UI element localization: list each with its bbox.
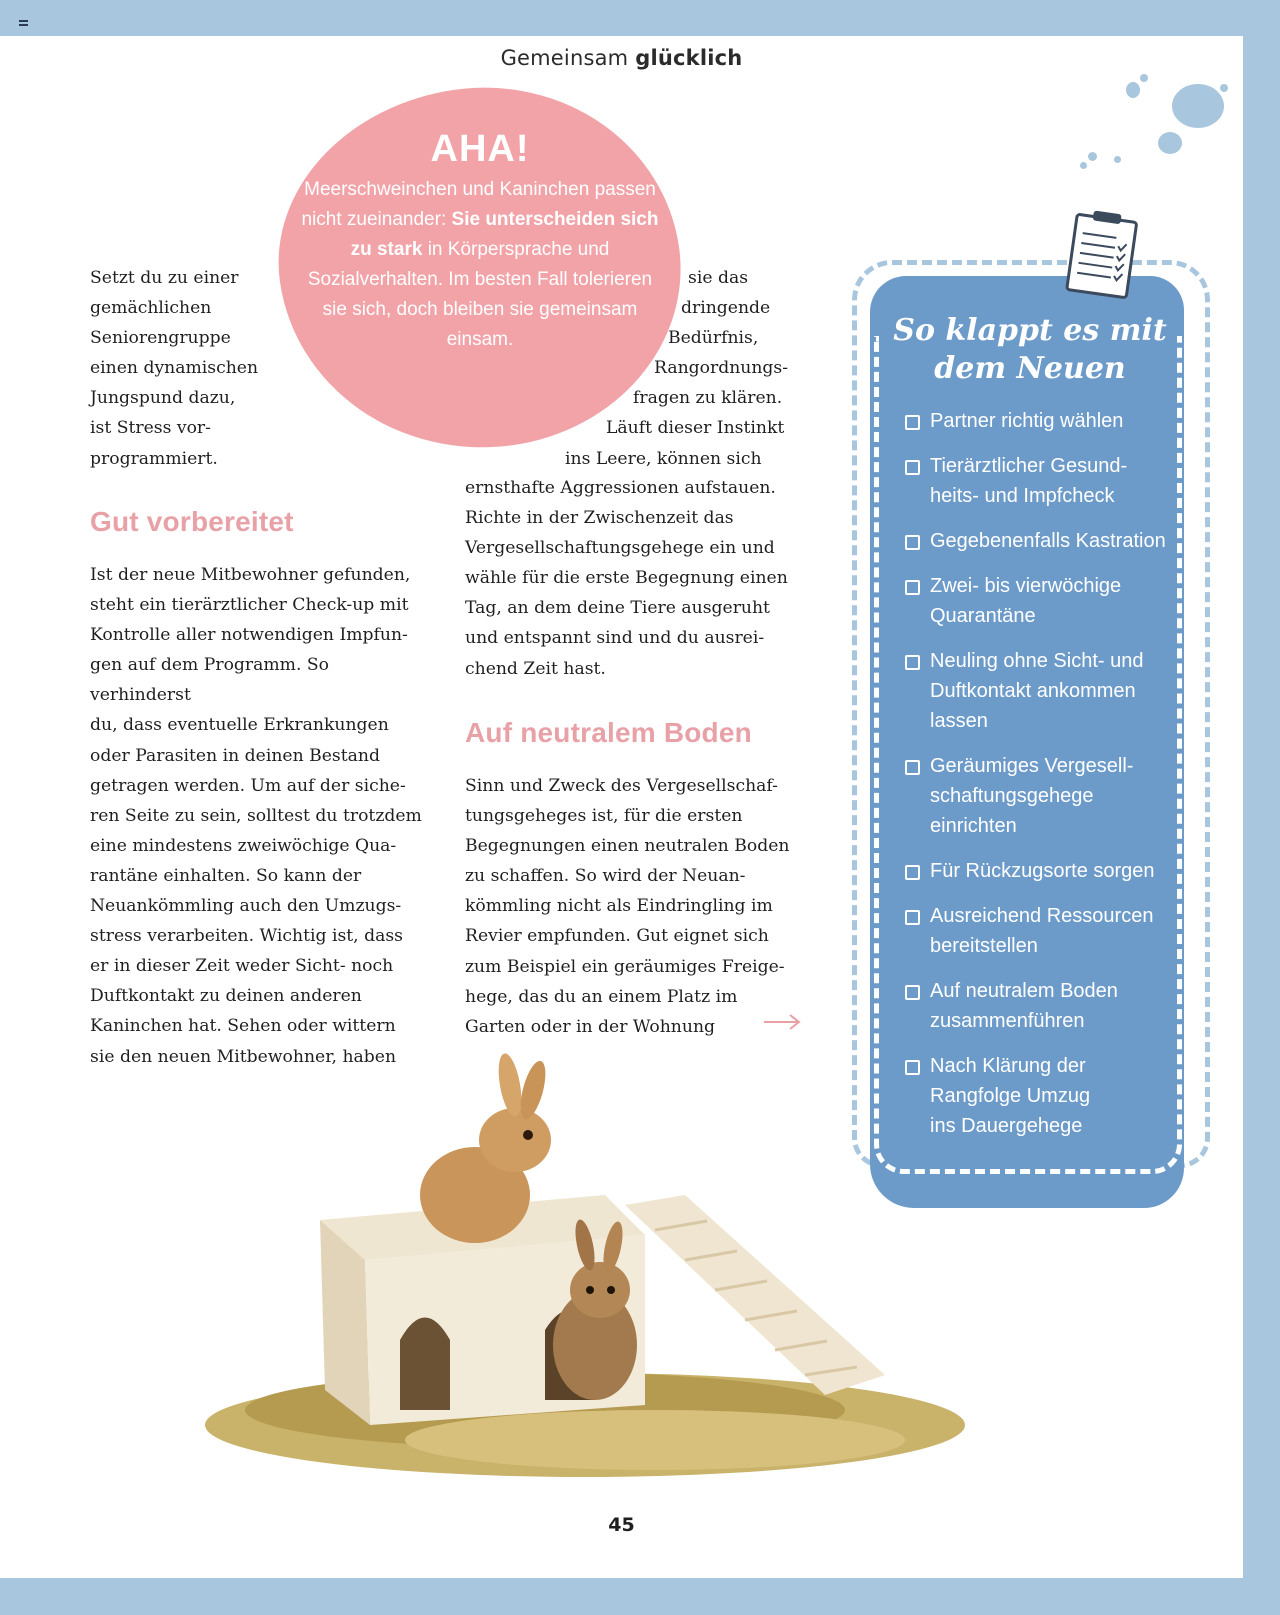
checkbox-icon[interactable] [905, 985, 920, 1000]
text-line: ins Leere, können sich [565, 448, 762, 469]
text-line: zum Beispiel ein geräumiges Freige- [465, 956, 785, 977]
checklist-item [905, 751, 1175, 841]
checklist-item-line: Nach Klärung der [930, 1055, 1086, 1077]
text-line: und entspannt sind und du ausrei- [465, 628, 765, 649]
text-line: Ist der neue Mitbewohner gefunden, [90, 565, 411, 585]
text-line: chend Zeit hast. [465, 658, 606, 679]
text-line: Tag, an dem deine Tiere ausgeruht [465, 598, 770, 619]
checklist-item-line: Auf neutralem Boden [930, 980, 1118, 1002]
text-line: Kontrolle aller notwendigen Impfun- [90, 625, 408, 646]
text-line: hege, das du an einem Platz im [465, 986, 738, 1007]
text-line: dringende [681, 298, 771, 319]
checklist-item-line: zusammenführen [930, 1010, 1085, 1032]
text-line: Vergesellschaftungsgehege ein und [465, 538, 775, 559]
text-line: steht ein tierärztlicher Check-up mit [90, 595, 409, 616]
section1-text [90, 560, 435, 1072]
checklist-item [905, 646, 1175, 736]
checklist-item [905, 451, 1175, 511]
aha-text-bold: Sie unterscheiden sich zu stark [350, 209, 659, 260]
checklist-item [905, 901, 1175, 961]
text-line: er in dieser Zeit weder Sicht- noch [90, 956, 394, 977]
column2-top [465, 473, 805, 684]
checklist-item [905, 571, 1175, 631]
text-line: fragen zu klären. [633, 388, 783, 409]
checklist-item-line: Tierärztlicher Gesund- [930, 455, 1128, 477]
header-title-bold: glücklich [635, 46, 743, 70]
text-line: Seniorengruppe [90, 328, 231, 349]
checkbox-icon[interactable] [905, 655, 920, 670]
checklist-item-line: Zwei- bis vierwöchige [930, 575, 1122, 597]
text-line: eine mindestens zweiwöchige Qua- [90, 835, 397, 856]
checklist-title-line: So klappt es mit [893, 313, 1167, 348]
checklist-item-line: schaftungsgehege [930, 785, 1094, 807]
checklist-item-line: Gegebenenfalls Kastration [930, 530, 1166, 552]
arrow-right-icon [762, 1012, 802, 1032]
text-line: Sinn und Zweck des Vergesellschaf- [465, 776, 778, 796]
text-line: Rangordnungs- [654, 358, 789, 379]
text-line: Läuft dieser Instinkt [606, 418, 785, 439]
text-line: Garten oder in der Wohnung [465, 1016, 716, 1037]
text-line: Bedürfnis, [668, 328, 759, 349]
section-heading-auf-neutralem-boden: Auf neutralem Boden [465, 717, 752, 748]
text-line: getragen werden. Um auf der siche- [90, 775, 406, 796]
decorative-dots [1080, 74, 1243, 184]
text-line: zu schaffen. So wird der Neuan- [465, 866, 746, 887]
text-line: Richte in der Zwischenzeit das [465, 508, 734, 529]
checkbox-icon[interactable] [905, 415, 920, 430]
checklist-item-line: lassen [930, 710, 988, 732]
text-line: Neuankömmling auch den Umzugs- [90, 896, 402, 917]
text-line: rantäne einhalten. So kann der [90, 865, 362, 886]
checklist-items [905, 406, 1175, 1141]
text-line: einen dynamischen [90, 358, 259, 379]
section2-text [465, 771, 810, 1042]
text-line: gemächlichen [90, 298, 212, 319]
checklist-title-line: dem Neuen [934, 351, 1126, 386]
text-line: ist Stress vor- [90, 418, 211, 439]
checklist-item-line: Duftkontakt ankommen [930, 680, 1136, 702]
header-title-regular: Gemeinsam [500, 46, 629, 70]
text-line: sie das [688, 268, 749, 288]
text-line: programmiert. [90, 448, 218, 469]
clipboard-icon [1062, 208, 1142, 300]
menu-icon[interactable] [19, 20, 28, 26]
text-line: Jungspund dazu, [90, 388, 236, 409]
text-line: Kaninchen hat. Sehen oder wittern [90, 1016, 396, 1037]
checkbox-icon[interactable] [905, 865, 920, 880]
text-line: Revier empfunden. Gut eignet sich [465, 926, 769, 947]
text-line: sie den neuen Mitbewohner, haben [90, 1046, 397, 1067]
text-line: wähle für die erste Begegnung einen [465, 568, 788, 589]
checklist-item-line: Für Rückzugsorte sorgen [930, 860, 1155, 882]
rabbits-photo [185, 1045, 1005, 1495]
checklist-title [875, 312, 1185, 388]
text-line: stress verarbeiten. Wichtig ist, dass [90, 926, 403, 947]
page-number: 45 [608, 1514, 635, 1536]
checklist-item-line: Rangfolge Umzug [930, 1085, 1091, 1107]
checklist-item-line: Geräumiges Vergesell- [930, 755, 1134, 777]
aha-text-before: Meerschweinchen und Kaninchen passen nicht zueinander: [301, 179, 656, 230]
intro-left [90, 263, 290, 474]
checklist-item-line: Neuling ohne Sicht- und [930, 650, 1144, 672]
checklist-item-line: Quarantäne [930, 605, 1036, 627]
section-heading-gut-vorbereitet: Gut vorbereitet [90, 506, 294, 537]
checklist-item [905, 406, 1175, 436]
text-line: gen auf dem Programm. So verhinderst [90, 655, 330, 706]
checklist-item-line: ins Dauergehege [930, 1115, 1083, 1137]
text-line: ren Seite zu sein, solltest du trotzdem [90, 805, 422, 826]
checklist-item-line: heits- und Impfcheck [930, 485, 1115, 507]
checklist-item [905, 856, 1175, 886]
aha-title: AHA! [430, 128, 530, 170]
checklist-item-line: Partner richtig wählen [930, 410, 1124, 432]
intro-right [540, 263, 787, 474]
checklist-item-line: einrichten [930, 815, 1017, 837]
checkbox-icon[interactable] [905, 460, 920, 475]
checkbox-icon[interactable] [905, 910, 920, 925]
text-line: tungsgeheges ist, für die ersten [465, 806, 743, 827]
checklist-item-line: Ausreichend Ressourcen [930, 905, 1154, 927]
checkbox-icon[interactable] [905, 535, 920, 550]
text-line: kömmling nicht als Eindringling im [465, 896, 773, 917]
text-line: du, dass eventuelle Erkrankungen [90, 715, 389, 736]
checklist-item [905, 526, 1175, 556]
text-line: Duftkontakt zu deinen anderen [90, 986, 362, 1007]
text-line: oder Parasiten in deinen Bestand [90, 745, 380, 766]
page-header [0, 46, 1243, 70]
checklist-item [905, 976, 1175, 1036]
text-line: ernsthafte Aggressionen aufstauen. [465, 478, 776, 498]
aha-text-after: in Körpersprache und Sozialverhalten. Im besten Fall tolerieren sie sich, doch bleiben sie gemeinsam einsam. [307, 239, 653, 350]
checklist-item-line: bereitstellen [930, 935, 1038, 957]
text-line: Begegnungen einen neutralen Boden [465, 836, 790, 857]
checkbox-icon[interactable] [905, 760, 920, 775]
magazine-page [0, 36, 1243, 1578]
text-line: Setzt du zu einer [90, 268, 239, 288]
checkbox-icon[interactable] [905, 580, 920, 595]
